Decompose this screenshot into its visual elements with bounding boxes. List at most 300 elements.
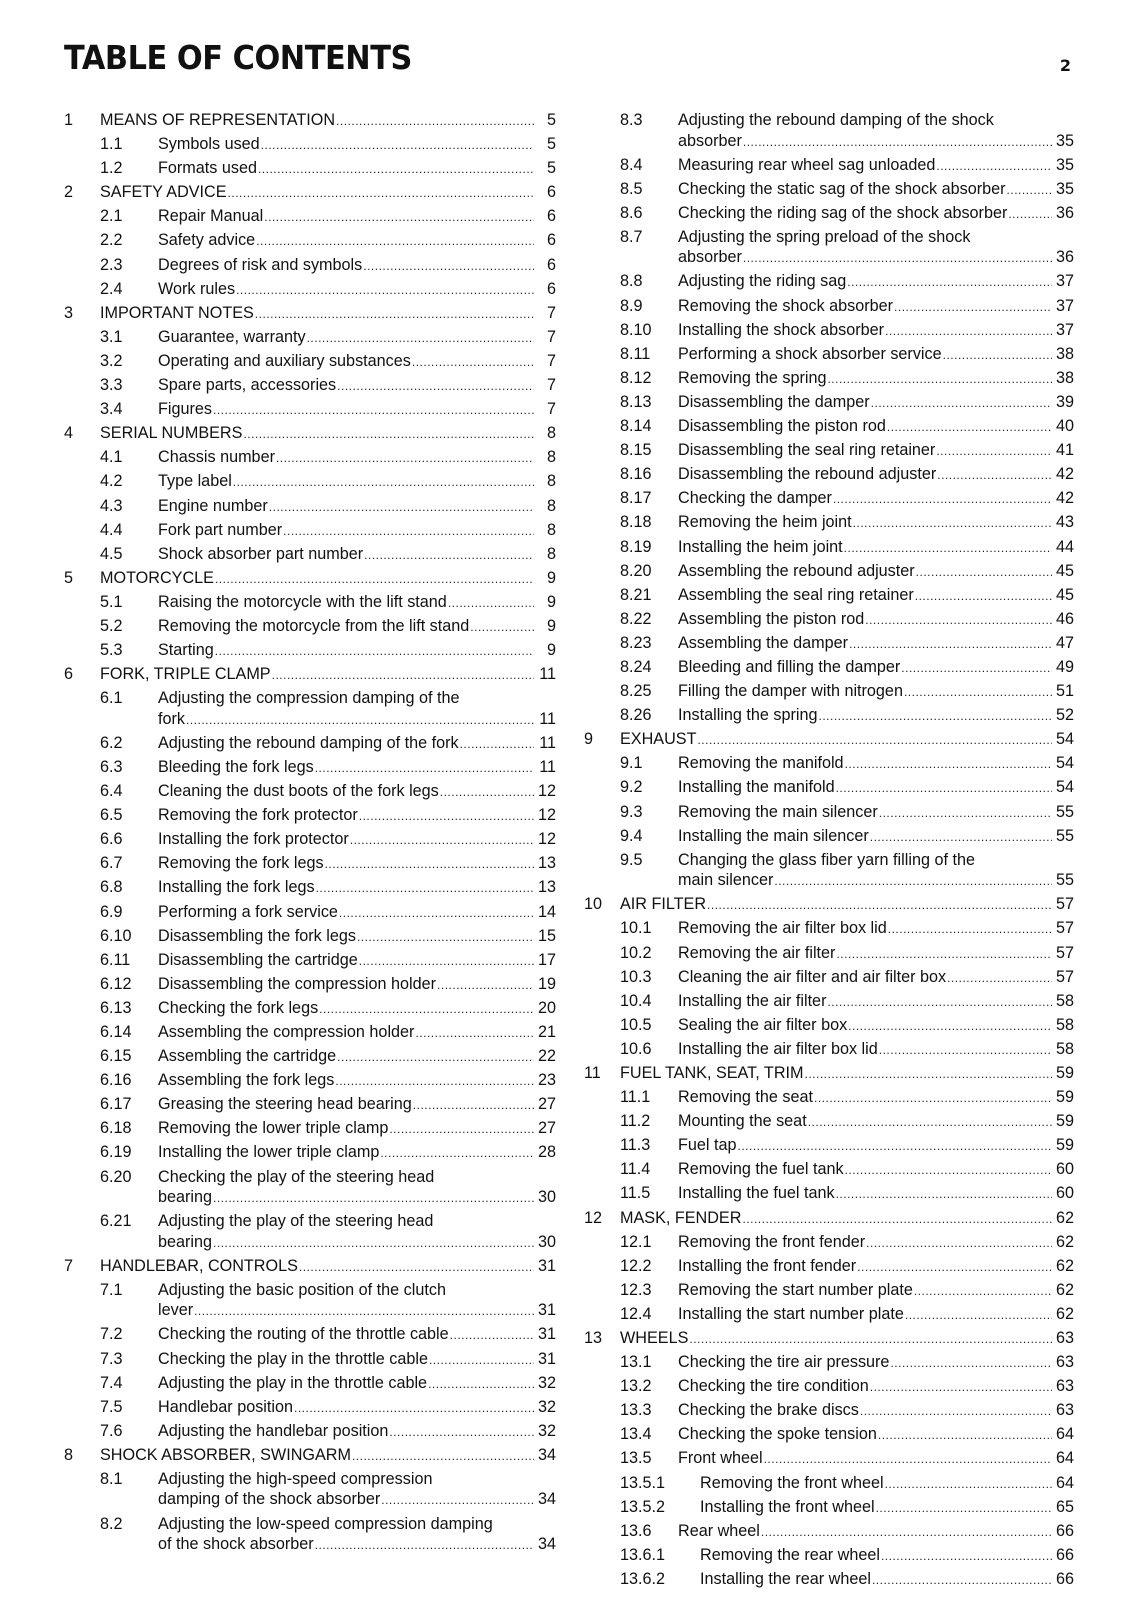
dot-leader: [215, 569, 534, 590]
toc-entry[interactable]: [60, 1397, 556, 1419]
toc-entry[interactable]: [580, 609, 1074, 631]
toc-entry[interactable]: [580, 1304, 1074, 1326]
dot-leader: [914, 1281, 1052, 1302]
toc-entry[interactable]: [580, 1015, 1074, 1037]
page-reference: 35: [1055, 179, 1074, 198]
dot-leader: [352, 1446, 534, 1467]
section-title: absorber: [678, 248, 742, 267]
page-reference: 63: [1055, 1329, 1074, 1347]
toc-entry[interactable]: [60, 544, 556, 566]
section-number: 12.3: [620, 1280, 652, 1299]
section-title: absorber: [678, 131, 742, 150]
page-reference: 42: [1055, 465, 1074, 484]
toc-entry[interactable]: [60, 1046, 556, 1068]
section-title: main silencer: [678, 871, 774, 890]
toc-entry[interactable]: [580, 537, 1074, 559]
dot-leader: [936, 441, 1052, 462]
toc-entry[interactable]: [60, 733, 556, 755]
dot-leader: [429, 1350, 534, 1371]
toc-entry[interactable]: [60, 1070, 556, 1092]
section-number: 8.2: [100, 1514, 123, 1533]
dot-leader: [845, 754, 1052, 775]
toc-entry[interactable]: [60, 1167, 556, 1209]
section-number: 13.4: [620, 1425, 652, 1444]
section-number: 10: [584, 895, 603, 914]
section-number: 3: [64, 303, 74, 322]
toc-entry[interactable]: [60, 950, 556, 972]
toc-entry[interactable]: [580, 585, 1074, 607]
toc-entry[interactable]: [60, 829, 556, 851]
section-number: 6.6: [100, 830, 123, 849]
page-reference: 13: [537, 878, 556, 897]
page-reference: 62: [1055, 1280, 1074, 1299]
toc-entry[interactable]: [60, 877, 556, 899]
toc-entry[interactable]: [60, 974, 556, 996]
toc-entry[interactable]: [580, 1208, 1074, 1230]
dot-leader: [337, 376, 534, 397]
section-title: Assembling the fork legs: [158, 1071, 335, 1090]
toc-entry[interactable]: [60, 1022, 556, 1044]
page-reference: 65: [1055, 1497, 1074, 1516]
toc-entry[interactable]: [60, 568, 556, 590]
page-reference: 20: [537, 998, 556, 1017]
section-number: 8.4: [620, 155, 643, 174]
dot-leader: [805, 1064, 1052, 1085]
toc-entry[interactable]: [580, 227, 1074, 269]
toc-entry[interactable]: [60, 471, 556, 493]
section-number: 2.1: [100, 207, 123, 226]
toc-entry[interactable]: [580, 1376, 1074, 1398]
page-reference: 11: [539, 665, 556, 684]
dot-leader: [255, 304, 534, 325]
toc-entry[interactable]: [60, 134, 556, 156]
dot-leader: [381, 1490, 534, 1511]
page-reference: 6: [546, 279, 556, 298]
toc-entry[interactable]: [60, 853, 556, 875]
toc-entry[interactable]: [60, 206, 556, 228]
page-reference: 5: [546, 135, 556, 154]
page-reference: 58: [1055, 1015, 1074, 1034]
section-title: Installing the fuel tank: [678, 1184, 835, 1203]
toc-entry[interactable]: [60, 1445, 556, 1467]
toc-entry[interactable]: [60, 327, 556, 349]
page-reference: 21: [537, 1022, 556, 1041]
page-reference: 38: [1055, 368, 1074, 387]
dot-leader: [844, 538, 1052, 559]
section-number: 8.13: [620, 392, 652, 411]
page-reference: 30: [537, 1232, 556, 1251]
page-reference: 6: [546, 207, 556, 226]
dot-leader: [890, 1353, 1052, 1374]
section-title: Installing the air filter: [678, 991, 827, 1010]
section-number: 8.1: [100, 1469, 123, 1488]
toc-entry[interactable]: [580, 918, 1074, 940]
toc-entry[interactable]: [580, 1521, 1074, 1543]
dot-leader: [364, 545, 534, 566]
page-reference: 44: [1055, 537, 1074, 556]
dot-leader: [689, 1329, 1052, 1350]
section-title: Removing the lower triple clamp: [158, 1119, 389, 1138]
toc-entry[interactable]: [60, 616, 556, 638]
section-number: 10.4: [620, 991, 652, 1010]
toc-entry[interactable]: [60, 1118, 556, 1140]
page-reference: 41: [1055, 441, 1074, 460]
toc-entry[interactable]: [60, 447, 556, 469]
dot-leader: [272, 665, 534, 686]
section-title: Adjusting the low-speed compression damping: [158, 1514, 493, 1533]
toc-entry[interactable]: [60, 998, 556, 1020]
page-reference: 49: [1055, 657, 1074, 676]
toc-entry[interactable]: [60, 805, 556, 827]
toc-entry[interactable]: [60, 351, 556, 373]
toc-entry[interactable]: [60, 1094, 556, 1116]
toc-entry[interactable]: [580, 1448, 1074, 1470]
page-reference: 55: [1055, 802, 1074, 821]
section-title: Filling the damper with nitrogen: [678, 682, 903, 701]
section-number: 8.10: [620, 320, 652, 339]
toc-entry[interactable]: [580, 943, 1074, 965]
section-title: SAFETY ADVICE: [100, 183, 227, 202]
section-title: Disassembling the seal ring retainer: [678, 441, 936, 460]
toc-entry[interactable]: [60, 688, 556, 730]
page-reference: 13: [537, 854, 556, 873]
dot-leader: [316, 878, 534, 899]
page-reference: 57: [1055, 919, 1074, 938]
toc-entry[interactable]: [580, 464, 1074, 486]
toc-entry[interactable]: [580, 777, 1074, 799]
section-number: 11.3: [620, 1136, 651, 1155]
dot-leader: [359, 951, 534, 972]
toc-entry[interactable]: [60, 926, 556, 948]
section-title: Handlebar position: [158, 1397, 293, 1416]
toc-entry[interactable]: [580, 1569, 1074, 1591]
section-number: 8.24: [620, 657, 652, 676]
section-number: 4.4: [100, 520, 123, 539]
toc-entry[interactable]: [580, 440, 1074, 462]
dot-leader: [853, 513, 1052, 534]
dot-leader: [876, 1498, 1052, 1519]
dot-leader: [857, 1257, 1052, 1278]
toc-entry[interactable]: [580, 1280, 1074, 1302]
toc-entry[interactable]: [580, 1256, 1074, 1278]
section-title: Removing the rear wheel: [700, 1545, 880, 1564]
dot-leader: [357, 927, 534, 948]
section-number: 8.14: [620, 417, 652, 436]
dot-leader: [269, 497, 534, 518]
toc-entry[interactable]: [580, 179, 1074, 201]
toc-entry[interactable]: [580, 1424, 1074, 1446]
toc-entry[interactable]: [60, 1211, 556, 1253]
toc-entry[interactable]: [580, 967, 1074, 989]
section-title: Adjusting the rebound damping of the shock: [678, 111, 994, 129]
toc-entry[interactable]: [60, 1349, 556, 1371]
toc-entry[interactable]: [580, 155, 1074, 177]
section-number: 13.3: [620, 1401, 652, 1420]
toc-entry[interactable]: [60, 158, 556, 180]
page-reference: 8: [546, 496, 556, 515]
section-title: Guarantee, warranty: [158, 327, 306, 346]
dot-leader: [233, 472, 534, 493]
dot-leader: [743, 248, 1052, 269]
toc-entry[interactable]: [580, 802, 1074, 824]
toc-entry[interactable]: [580, 1545, 1074, 1567]
toc-entry[interactable]: [60, 902, 556, 924]
dot-leader: [905, 1305, 1052, 1326]
page-reference: 57: [1055, 895, 1074, 914]
section-number: 6.8: [100, 878, 123, 897]
page-reference: 54: [1055, 730, 1074, 749]
toc-entry[interactable]: [580, 681, 1074, 703]
toc-entry[interactable]: [580, 729, 1074, 751]
toc-entry[interactable]: [580, 392, 1074, 414]
toc-entry[interactable]: [580, 1328, 1074, 1350]
toc-entry[interactable]: [580, 1111, 1074, 1133]
toc-entry[interactable]: [580, 203, 1074, 225]
dot-leader: [319, 999, 534, 1020]
toc-entry[interactable]: [580, 1400, 1074, 1422]
toc-entry[interactable]: [580, 753, 1074, 775]
section-number: 6.11: [100, 950, 131, 969]
section-number: 6.19: [100, 1143, 132, 1162]
dot-leader: [894, 297, 1052, 318]
section-title: Checking the riding sag of the shock absorber: [678, 203, 1008, 222]
page-reference: 11: [539, 757, 556, 776]
section-title: Assembling the compression holder: [158, 1022, 415, 1041]
section-title: Cleaning the air filter and air filter box: [678, 967, 947, 986]
section-number: 8.3: [620, 111, 643, 129]
toc-entry[interactable]: [60, 664, 556, 686]
section-title: Installing the spring: [678, 706, 818, 725]
toc-entry[interactable]: [60, 592, 556, 614]
toc-entry[interactable]: [580, 657, 1074, 679]
section-number: 13.6: [620, 1521, 652, 1540]
section-number: 3.1: [100, 327, 123, 346]
section-title: Disassembling the damper: [678, 392, 870, 411]
section-number: 6.20: [100, 1167, 132, 1186]
section-title: Sealing the air filter box: [678, 1015, 848, 1034]
section-title: SERIAL NUMBERS: [100, 424, 243, 443]
toc-entry[interactable]: [60, 255, 556, 277]
section-title: Adjusting the high-speed compression: [158, 1469, 433, 1488]
toc-entry[interactable]: [60, 423, 556, 445]
section-title: Repair Manual: [158, 207, 264, 226]
section-title: Installing the front fender: [678, 1256, 857, 1275]
dot-leader: [818, 706, 1052, 727]
section-number: 13.6.1: [620, 1545, 666, 1564]
dot-leader: [307, 328, 534, 349]
toc-entry[interactable]: [60, 1514, 556, 1556]
section-title: Checking the play in the throttle cable: [158, 1349, 428, 1368]
section-title: Performing a fork service: [158, 902, 338, 921]
dot-leader: [359, 806, 534, 827]
section-title: Measuring rear wheel sag unloaded: [678, 155, 936, 174]
toc-entry[interactable]: [580, 705, 1074, 727]
toc-entry[interactable]: [580, 633, 1074, 655]
toc-entry[interactable]: [580, 1352, 1074, 1374]
toc-entry[interactable]: [60, 757, 556, 779]
dot-leader: [943, 345, 1052, 366]
section-number: 6.16: [100, 1071, 132, 1090]
toc-entry[interactable]: [580, 1497, 1074, 1519]
toc-entry[interactable]: [580, 416, 1074, 438]
dot-leader: [213, 1233, 534, 1254]
page-reference: 62: [1055, 1256, 1074, 1275]
section-title: Removing the spring: [678, 368, 827, 387]
section-number: 11.4: [620, 1160, 651, 1179]
dot-leader: [738, 1136, 1052, 1157]
toc-entry[interactable]: [580, 1473, 1074, 1495]
toc-entry[interactable]: [60, 1280, 556, 1322]
toc-entry[interactable]: [580, 1183, 1074, 1205]
dot-leader: [186, 710, 534, 731]
section-title: Disassembling the cartridge: [158, 950, 358, 969]
dot-leader: [879, 1040, 1052, 1061]
toc-entry[interactable]: [580, 1232, 1074, 1254]
toc-entry[interactable]: [60, 279, 556, 301]
section-title: EXHAUST: [620, 730, 697, 749]
toc-entry[interactable]: [60, 1256, 556, 1278]
toc-entry[interactable]: [580, 1039, 1074, 1061]
dot-leader: [836, 1184, 1052, 1205]
page-reference: 11: [539, 733, 556, 752]
section-number: 4: [64, 424, 74, 443]
dot-leader: [256, 231, 534, 252]
toc-entry[interactable]: [580, 850, 1074, 892]
page-reference: 66: [1055, 1521, 1074, 1540]
section-title: Removing the motorcycle from the lift stand: [158, 616, 470, 635]
toc-entry[interactable]: [60, 1142, 556, 1164]
toc-entry[interactable]: [60, 781, 556, 803]
page-reference: 35: [1055, 131, 1074, 150]
dot-leader: [845, 1160, 1052, 1181]
section-title: Degrees of risk and symbols: [158, 255, 363, 274]
toc-entry[interactable]: [60, 182, 556, 204]
dot-leader: [389, 1422, 534, 1443]
page-reference: 31: [537, 1349, 556, 1368]
toc-entry[interactable]: [60, 399, 556, 421]
page-reference: 54: [1055, 754, 1074, 773]
toc-entry[interactable]: [580, 320, 1074, 342]
toc-entry[interactable]: [580, 1135, 1074, 1157]
dot-leader: [228, 183, 534, 204]
dot-leader: [450, 1325, 534, 1346]
section-title: Installing the fork legs: [158, 878, 315, 897]
page-reference: 32: [537, 1421, 556, 1440]
dot-leader: [827, 369, 1052, 390]
toc-entry[interactable]: [60, 1373, 556, 1395]
dot-leader: [774, 871, 1052, 892]
section-number: 8.16: [620, 465, 652, 484]
section-title: Checking the tire condition: [678, 1377, 869, 1396]
section-number: 5: [64, 568, 74, 587]
section-number: 3.4: [100, 400, 123, 419]
toc-entry[interactable]: [60, 375, 556, 397]
section-number: 6.12: [100, 974, 132, 993]
toc-entry[interactable]: [580, 368, 1074, 390]
toc-entry[interactable]: [580, 271, 1074, 293]
section-title: Removing the manifold: [678, 754, 844, 773]
section-title: of the shock absorber: [158, 1535, 314, 1554]
page-reference: 59: [1055, 1112, 1074, 1131]
toc-entry[interactable]: [60, 1421, 556, 1443]
toc-entry[interactable]: [580, 296, 1074, 318]
section-title: Installing the shock absorber: [678, 320, 885, 339]
toc-entry[interactable]: [580, 1087, 1074, 1109]
page-reference: 8: [546, 544, 556, 563]
section-title: IMPORTANT NOTES: [100, 303, 254, 322]
toc-entry[interactable]: [580, 512, 1074, 534]
toc-entry[interactable]: [60, 110, 556, 132]
section-title: Fuel tap: [678, 1136, 737, 1155]
page-reference: 62: [1055, 1304, 1074, 1323]
page-reference: 5: [546, 159, 556, 178]
toc-entry[interactable]: [580, 344, 1074, 366]
toc-entry[interactable]: [60, 303, 556, 325]
dot-leader: [294, 1398, 534, 1419]
toc-entry[interactable]: [580, 110, 1074, 152]
toc-entry[interactable]: [580, 991, 1074, 1013]
section-title: Removing the air filter box lid: [678, 919, 887, 938]
page-reference: 37: [1055, 320, 1074, 339]
toc-entry[interactable]: [60, 1469, 556, 1511]
section-number: 3.2: [100, 351, 123, 370]
section-title: Symbols used: [158, 135, 260, 154]
toc-left-column: [60, 110, 556, 1558]
dot-leader: [764, 1449, 1052, 1470]
toc-entry[interactable]: [60, 496, 556, 518]
page-reference: 15: [537, 926, 556, 945]
toc-entry[interactable]: [580, 1159, 1074, 1181]
dot-leader: [315, 758, 534, 779]
page-reference: 6: [546, 183, 556, 202]
section-number: 12: [584, 1208, 603, 1227]
dot-leader: [904, 682, 1052, 703]
section-title: Removing the seat: [678, 1088, 813, 1107]
section-title: Raising the motorcycle with the lift stand: [158, 592, 447, 611]
page-reference: 17: [537, 950, 556, 969]
section-number: 9.5: [620, 850, 643, 869]
section-title: Installing the main silencer: [678, 826, 869, 845]
toc-entry[interactable]: [580, 1063, 1074, 1085]
section-title: Checking the spoke tension: [678, 1425, 877, 1444]
section-number: 7.1: [100, 1280, 123, 1299]
toc-entry[interactable]: [60, 640, 556, 662]
toc-entry[interactable]: [580, 561, 1074, 583]
page-reference: 63: [1055, 1353, 1074, 1372]
section-number: 6.17: [100, 1095, 132, 1114]
toc-entry[interactable]: [60, 520, 556, 542]
section-title: Assembling the damper: [678, 633, 849, 652]
section-title: Removing the fuel tank: [678, 1160, 844, 1179]
section-title: Safety advice: [158, 231, 256, 250]
page-reference: 27: [537, 1095, 556, 1114]
toc-entry[interactable]: [60, 230, 556, 252]
page-reference: 8: [546, 448, 556, 467]
dot-leader: [258, 159, 534, 180]
dot-leader: [870, 827, 1052, 848]
page-reference: 36: [1055, 203, 1074, 222]
page-reference: 23: [537, 1071, 556, 1090]
toc-entry[interactable]: [580, 826, 1074, 848]
dot-leader: [871, 393, 1052, 414]
toc-entry[interactable]: [60, 1324, 556, 1346]
toc-entry[interactable]: [580, 488, 1074, 510]
section-number: 7.5: [100, 1397, 123, 1416]
dot-leader: [707, 895, 1052, 916]
page-reference: 37: [1055, 272, 1074, 291]
toc-right-column: [580, 110, 1074, 1593]
toc-entry[interactable]: [580, 894, 1074, 916]
